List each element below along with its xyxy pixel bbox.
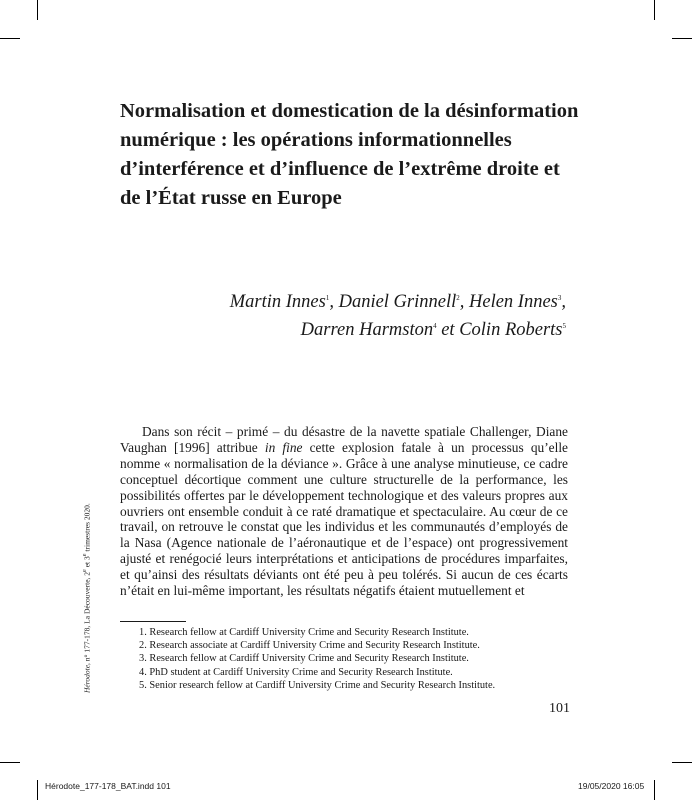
citation-sup: e bbox=[81, 569, 88, 572]
journal-citation-sidebar bbox=[81, 503, 92, 693]
author-line-1 bbox=[160, 286, 566, 314]
footnote: 5. Senior research fellow at Cardiff University Crime and Security Research Institute. bbox=[139, 679, 496, 691]
author-note-ref: 3 bbox=[557, 294, 562, 302]
article-title: Normalisation et domestication de la désinformation numérique : les opérations informationnelles d’interférence et d’influence de l’extrême droite et de l’État russe en Europe bbox=[120, 100, 579, 209]
slug-filename: Hérodote_177-178_BAT.indd 101 bbox=[45, 781, 171, 791]
footnote: 4. PhD student at Cardiff University Crime and Security Research Institute. bbox=[139, 666, 453, 678]
crop-mark-top-right bbox=[654, 0, 655, 20]
crop-mark-left-top bbox=[0, 38, 20, 39]
author-note-ref: 2 bbox=[456, 294, 460, 302]
slug-date: 19/05/2020 16:05 bbox=[578, 781, 645, 791]
print-slug bbox=[0, 781, 692, 795]
footnote-separator bbox=[120, 621, 186, 622]
citation-mid: et 3 bbox=[82, 556, 92, 570]
citation-end: trimestres 2020. bbox=[82, 503, 92, 554]
citation-rest: , n° 177-178, La Découverte, 2 bbox=[82, 571, 92, 665]
author-separator: , bbox=[561, 292, 566, 312]
author-separator: et bbox=[436, 320, 460, 340]
page-number: 101 bbox=[549, 701, 570, 716]
author-name: Daniel Grinnell bbox=[338, 292, 457, 312]
crop-mark-right-bottom bbox=[672, 762, 692, 763]
footnote: 3. Research fellow at Cardiff University Crime and Security Research Institute. bbox=[139, 653, 469, 665]
body-emphasis: in fine bbox=[264, 439, 303, 455]
body-text-start: Dans son récit – primé – du désastre de la navette spatiale Challenger, Diane Vaughan [1996] attribue bbox=[120, 424, 568, 455]
author-separator: , bbox=[459, 292, 469, 312]
author-name: Colin Roberts bbox=[459, 320, 563, 340]
author-note-ref: 1 bbox=[325, 294, 330, 302]
author-list bbox=[160, 286, 566, 342]
crop-mark-top-left bbox=[37, 0, 38, 20]
author-line-2 bbox=[160, 314, 566, 342]
author-note-ref: 5 bbox=[562, 322, 566, 330]
footnote: 1. Research fellow at Cardiff University Crime and Security Research Institute. bbox=[139, 627, 469, 638]
author-name: Darren Harmston bbox=[300, 320, 434, 340]
body-paragraph bbox=[120, 424, 568, 599]
journal-name: Hérodote bbox=[82, 664, 92, 693]
footnote-list bbox=[139, 626, 569, 692]
author-name: Helen Innes bbox=[469, 292, 558, 312]
crop-mark-left-bottom bbox=[0, 762, 20, 763]
author-note-ref: 4 bbox=[433, 322, 437, 330]
citation-sup: e bbox=[81, 553, 88, 557]
crop-mark-right-top bbox=[672, 38, 692, 39]
footnote: 2. Research associate at Cardiff University Crime and Security Research Institute. bbox=[139, 640, 480, 652]
body-text-rest: cette explosion fatale à un processus qu’elle nomme « normalisation de la déviance ». Grâce à une analyse minutieuse, ce cadre conceptuel décortique comment une culture structurelle de la performance, les possibilités offertes par le développement technologique et des valeurs propres aux ouvriers ont ensemble conduit à ce raté dramatique et spectaculaire. Au cœur de ce travail, on retrouve le constat que les individus et les communautés d’employés de la Nasa (Agence nationale de l’aéronautique et de l’espace) ont progressivement ajusté et renégocié leurs interprétations et anticipations de procédures imparfaites, et qu’ainsi des résultats déviants ont été peu à peu tolérés. Si aucun de ces écarts n’était en lui-même important, les résultats négatifs étaient mutuellement et bbox=[120, 439, 569, 599]
author-separator: , bbox=[329, 292, 339, 312]
author-name: Martin Innes bbox=[229, 292, 326, 312]
